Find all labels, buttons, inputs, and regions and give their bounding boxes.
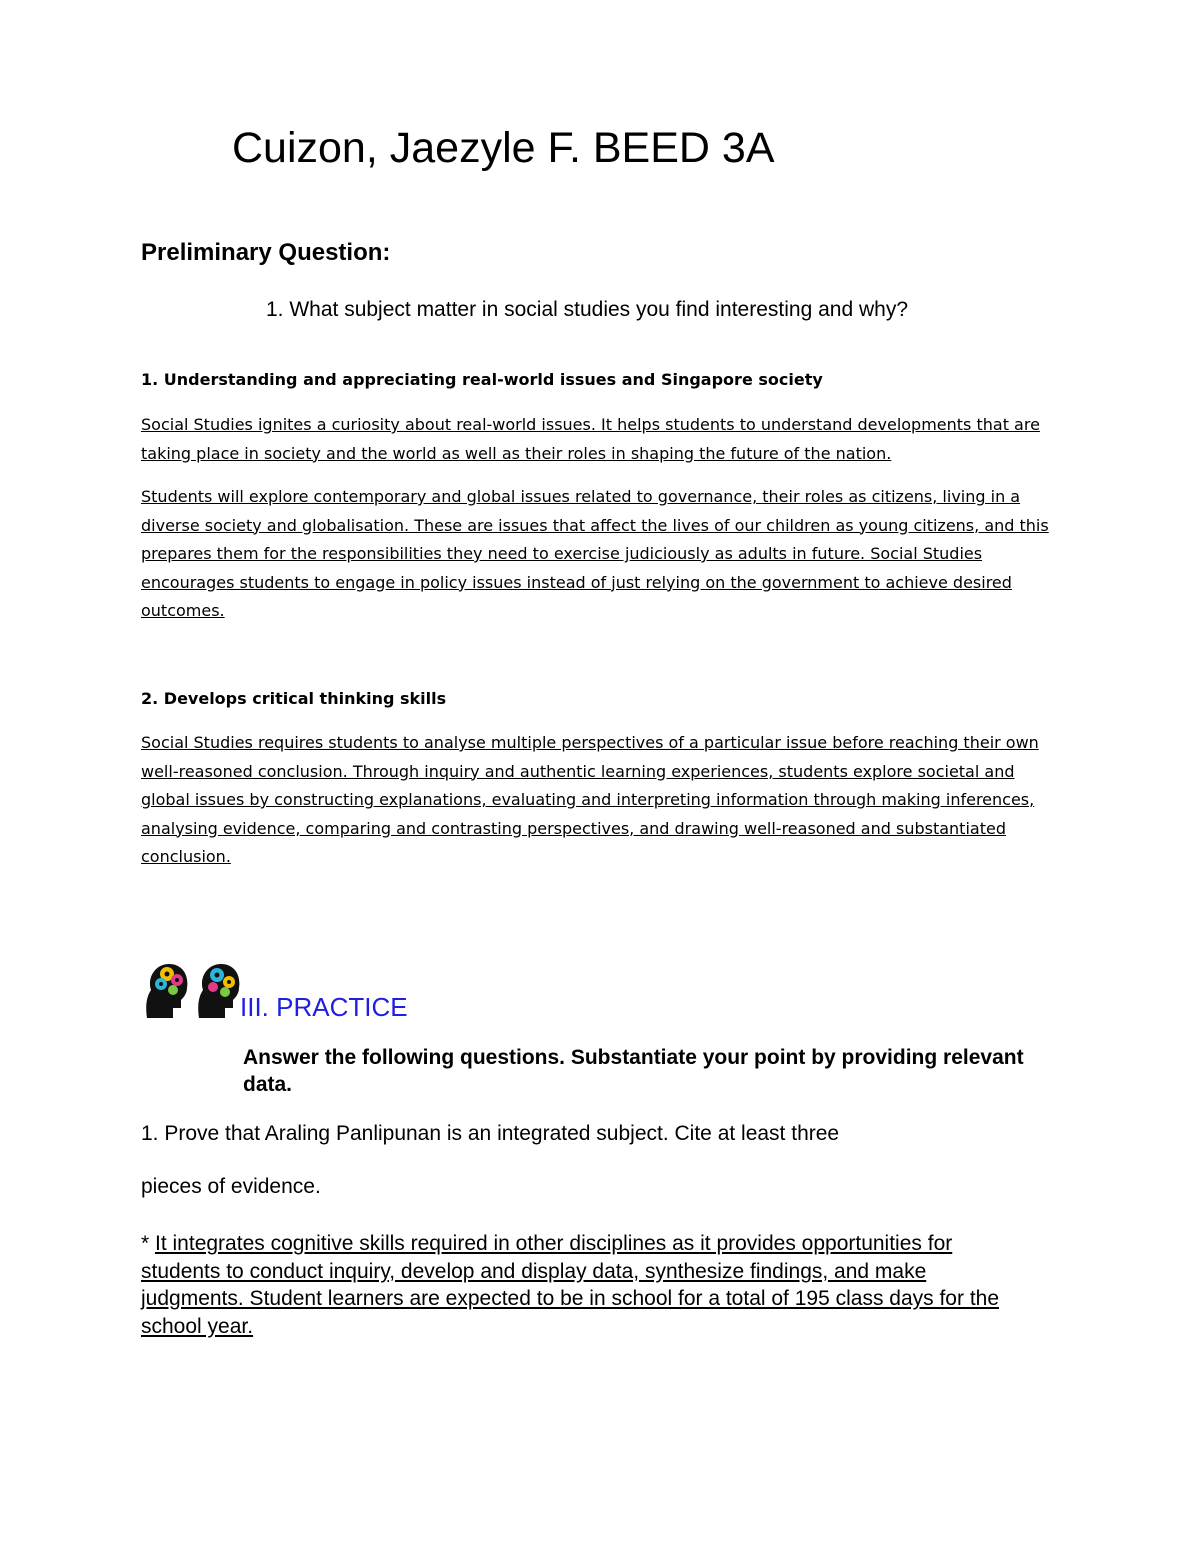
- section-1-paragraph-1: Social Studies ignites a curiosity about real-world issues. It helps students to understand developments that are taking place in society and the world as well as their roles in shaping the future of the nation.: [141, 415, 1040, 463]
- section-1: [141, 369, 1066, 391]
- section-1-paragraph-1-block: [141, 411, 1066, 468]
- preliminary-question: 1. What subject matter in social studies you find interesting and why?: [266, 298, 908, 321]
- answer-text: It integrates cognitive skills required in other disciplines as it provides opportunities for students to conduct inquiry, develop and display data, synthesize findings, and make judgments. Student learners are expected to be in school for a total of 195 class days for the school year.: [141, 1232, 1000, 1338]
- document-title: Cuizon, Jaezyle F. BEED 3A: [232, 124, 775, 172]
- head-brain-icon: [193, 960, 243, 1020]
- section-2-paragraph-block: [141, 729, 1066, 872]
- head-brain-icon: [141, 960, 191, 1020]
- answer-1: [141, 1230, 1021, 1340]
- practice-instruction: Answer the following questions. Substantiate your point by providing relevant data.: [243, 1046, 1024, 1096]
- question-1-line-2: pieces of evidence.: [141, 1175, 321, 1198]
- preliminary-heading: Preliminary Question:: [141, 239, 391, 266]
- section-1-paragraph-2: Students will explore contemporary and global issues related to governance, their roles as citizens, living in a diverse society and globalisation. These are issues that affect the lives of our children as young citizens, and this prepares them for the responsibilities they need to exercise judiciously as adults in future. Social Studies encourages students to engage in policy issues instead of just relying on the government to achieve desired outcomes.: [141, 487, 1049, 620]
- answer-bullet: *: [141, 1232, 156, 1255]
- section-2-heading: 2. Develops critical thinking skills: [141, 689, 447, 708]
- section-1-paragraph-2-block: [141, 483, 1066, 626]
- section-1-heading: 1. Understanding and appreciating real-world issues and Singapore society: [141, 370, 823, 389]
- section-2: [141, 688, 1066, 710]
- section-2-paragraph: Social Studies requires students to analyse multiple perspectives of a particular issue before reaching their own well-reasoned conclusion. Through inquiry and authentic learning experiences, students explore societal and global issues by constructing explanations, evaluating and interpreting information through making inferences, analysing evidence, comparing and contrasting perspectives, and drawing well-reasoned and substantiated conclusion.: [141, 733, 1039, 866]
- question-1-line-1: 1. Prove that Araling Panlipunan is an integrated subject. Cite at least three: [141, 1122, 840, 1145]
- practice-title: III. PRACTICE: [240, 992, 408, 1022]
